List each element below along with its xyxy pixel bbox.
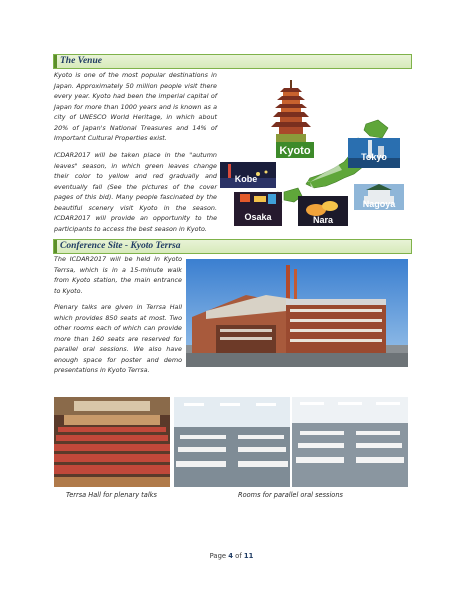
header-accent-bar <box>54 240 57 253</box>
kyoto-label: Kyoto <box>279 145 311 157</box>
section-title-site: Conference Site - Kyoto Terrsa <box>60 241 181 251</box>
parallel-room-photo-1 <box>174 397 290 487</box>
footer-page-number: 4 <box>228 552 233 560</box>
nara-label: Nara <box>312 215 334 225</box>
nagoya-photo <box>354 184 404 210</box>
venue-paragraph-2: ICDAR2017 will be taken place in the "autumn leaves" season, in which green leaves change their color to yellow and red gradually and eventually fall (See the pictures of the cover pages of this bid). Many people fascinated by the beautiful scenery visit Kyoto in the season. ICDAR2017 will provide an opportunity to the participants to access the best season in Kyoto. <box>54 151 217 233</box>
nagoya-label: Nagoya <box>362 199 396 209</box>
footer-page-total: 11 <box>243 552 254 560</box>
kyoto-terrsa-building-photo <box>186 259 408 367</box>
pagoda-icon <box>271 80 311 142</box>
tokyo-photo <box>348 138 400 168</box>
caption-parallel-rooms: Rooms for parallel oral sessions <box>238 491 343 499</box>
venue-paragraph-1: Kyoto is one of the most popular destinations in Japan. Approximately 50 million people visit there every year. Kyoto had been the imperial capital of Japan for more than 1000 years and is known as a city of UNESCO World Heritage, in which about 20% of Japan's National Treasures and 14% of Important Cultural Properties exist. <box>54 71 217 142</box>
tokyo-label: Tokyo <box>361 152 387 162</box>
japan-attractions-map <box>218 78 410 230</box>
section-title-venue: The Venue <box>60 56 102 66</box>
osaka-label: Osaka <box>244 212 272 222</box>
section-header-venue <box>53 54 412 69</box>
footer-prefix: Page <box>209 552 227 560</box>
parallel-room-photo-2 <box>292 397 408 487</box>
footer-of: of <box>235 552 242 560</box>
kobe-photo <box>220 162 276 188</box>
caption-terrsa-hall: Terrsa Hall for plenary talks <box>66 491 157 499</box>
page-footer <box>0 552 463 560</box>
site-paragraph-1: The ICDAR2017 will be held in Kyoto Terrsa, which is in a 15-minute walk from Kyoto station, the main entrance to Kyoto. <box>54 255 182 295</box>
section-header-site <box>53 239 412 254</box>
nara-photo <box>298 196 348 226</box>
header-accent-bar <box>54 55 57 68</box>
kobe-label: Kobe <box>234 174 258 184</box>
osaka-photo <box>234 192 282 226</box>
site-paragraph-2: Plenary talks are given in Terrsa Hall which provides 850 seats at most. Two other rooms each of which can provide more than 160 seats are reserved for parallel oral sessions. We also have enough space for poster and demo presentations in Kyoto Terrsa. <box>54 303 182 374</box>
terrsa-hall-photo <box>54 397 170 487</box>
